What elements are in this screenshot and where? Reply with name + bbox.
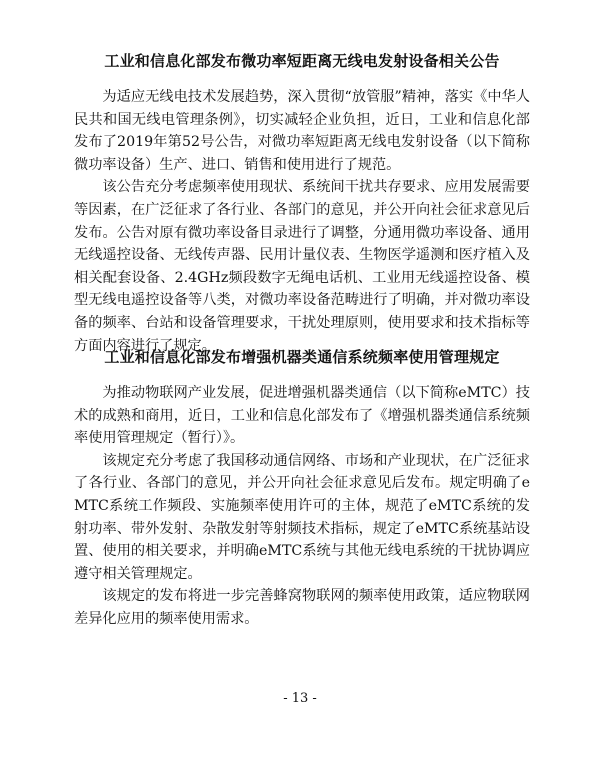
page-number: - 13 - (283, 691, 317, 706)
section-paragraph: 为推动物联网产业发展，促进增强机器类通信（以下简称eMTC）技术的成熟和商用，近日，工业和信息化部发布了《增强机器类通信系统频率使用管理规定（暂行）》。 (74, 385, 530, 447)
section-paragraph: 该规定的发布将进一步完善蜂窝物联网的频率使用政策，适应物联网差异化应用的频率使用需求。 (74, 588, 530, 627)
section-paragraph: 该规定充分考虑了我国移动通信网络、市场和产业现状，在广泛征求了各行业、各部门的意见，并公开向社会征求意见后发布。规定明确了eMTC系统工作频段、实施频率使用许可的主体，规范了eMTC系统的发射功率、带外发射、杂散发射等射频技术指标，规定了eMTC系统基站设置、使用的相关要求，并明确eMTC系统与其他无线电系统的干扰协调应遵守相关管理规定。 (74, 452, 530, 582)
section-heading: 工业和信息化部发布微功率短距离无线电发射设备相关公告 (104, 52, 500, 70)
notice-section-micro-power (74, 50, 530, 357)
section-heading: 工业和信息化部发布增强机器类通信系统频率使用管理规定 (104, 348, 500, 366)
notice-section-emtc (74, 346, 530, 631)
section-paragraph: 为适应无线电技术发展趋势，深入贯彻“放管服”精神，落实《中华人民共和国无线电管理条例》，切实减轻企业负担，近日，工业和信息化部发布了2019年第52号公告，对微功率短距离无线电发射设备（以下简称微功率设备）生产、进口、销售和使用进行了规范。 (74, 89, 530, 173)
section-paragraph: 该公告充分考虑频率使用现状、系统间干扰共存要求、应用发展需要等因素，在广泛征求了各行业、各部门的意见，并公开向社会征求意见后发布。公告对原有微功率设备目录进行了调整，分通用微功率设备、通用无线遥控设备、无线传声器、民用计量仪表、生物医学遥测和医疗植入及相关配套设备、2.4GHz频段数字无绳电话机、工业用无线遥控设备、模型无线电遥控设备等八类，对微功率设备范畴进行了明确，并对微功率设备的频率、台站和设备管理要求，干扰处理原则，使用要求和技术指标等方面内容进行了规定。 (74, 179, 530, 354)
